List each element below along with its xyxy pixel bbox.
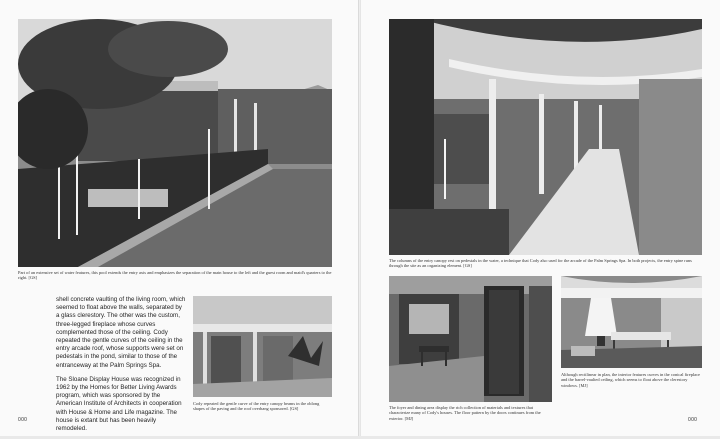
- body-paragraph-1: shell concrete vaulting of the living room, which seemed to float above the walls, separated by a glass clerestory. The other was the custom, three-legged fireplace whose curves complemented those of the ceiling. Cody repeated the gentle curves of the ceiling in the entry arcade roof, whose supports were set on pedestals in the pond, similar to those of the entranceway at the Palm Springs Spa.: [56, 296, 186, 369]
- canopy-walkway-caption: The columns of the entry canopy rest on pedestals in the water, a technique that Cody also used for the arcade of the Palm Springs Spa. In both projects, the entry spine runs through the site as an organizing element. [GS]: [389, 258, 692, 269]
- left-page-number: 000: [18, 417, 28, 423]
- living-room-photo: [561, 276, 702, 368]
- entry-canopy-caption: Cody repeated the gentle curve of the entry canopy beams in the oblong shapes of the paving and the roof overhang sponsored. [GS]: [193, 401, 320, 412]
- right-page: [361, 0, 720, 436]
- body-paragraph-2: The Sloane Display House was recognized in 1962 by the Homes for Better Living Awards program, which was sponsored by the American Institute of Architects in cooperation with House & Home and Life magazine. The house is extant but has been heavily remodeled.: [56, 375, 182, 433]
- right-page-number: 000: [688, 417, 698, 423]
- pool-fountains-photo: [18, 19, 332, 267]
- canopy-walkway-photo: [389, 19, 702, 255]
- pool-fountains-caption: Part of an extensive set of water features, this pool extends the entry axis and emphasizes the separation of the main house to the left and the guest room and maid's quarters to the right. [GS]: [18, 270, 332, 281]
- foyer-dining-caption: The foyer and dining area display the rich collection of materials and textures that characterize many of Cody's houses. The floor pattern by the doors continues from the exterior. [MJ]: [389, 405, 541, 421]
- left-page: [0, 0, 359, 436]
- living-room-caption: Although rectilinear in plan, the interior features curves in the conical fireplace and the barrel-vaulted ceiling, which seems to float above the clerestory windows. [MJ]: [561, 372, 700, 388]
- entry-canopy-photo: [193, 296, 332, 397]
- foyer-dining-photo: [389, 276, 552, 402]
- body-text-column: [56, 296, 186, 439]
